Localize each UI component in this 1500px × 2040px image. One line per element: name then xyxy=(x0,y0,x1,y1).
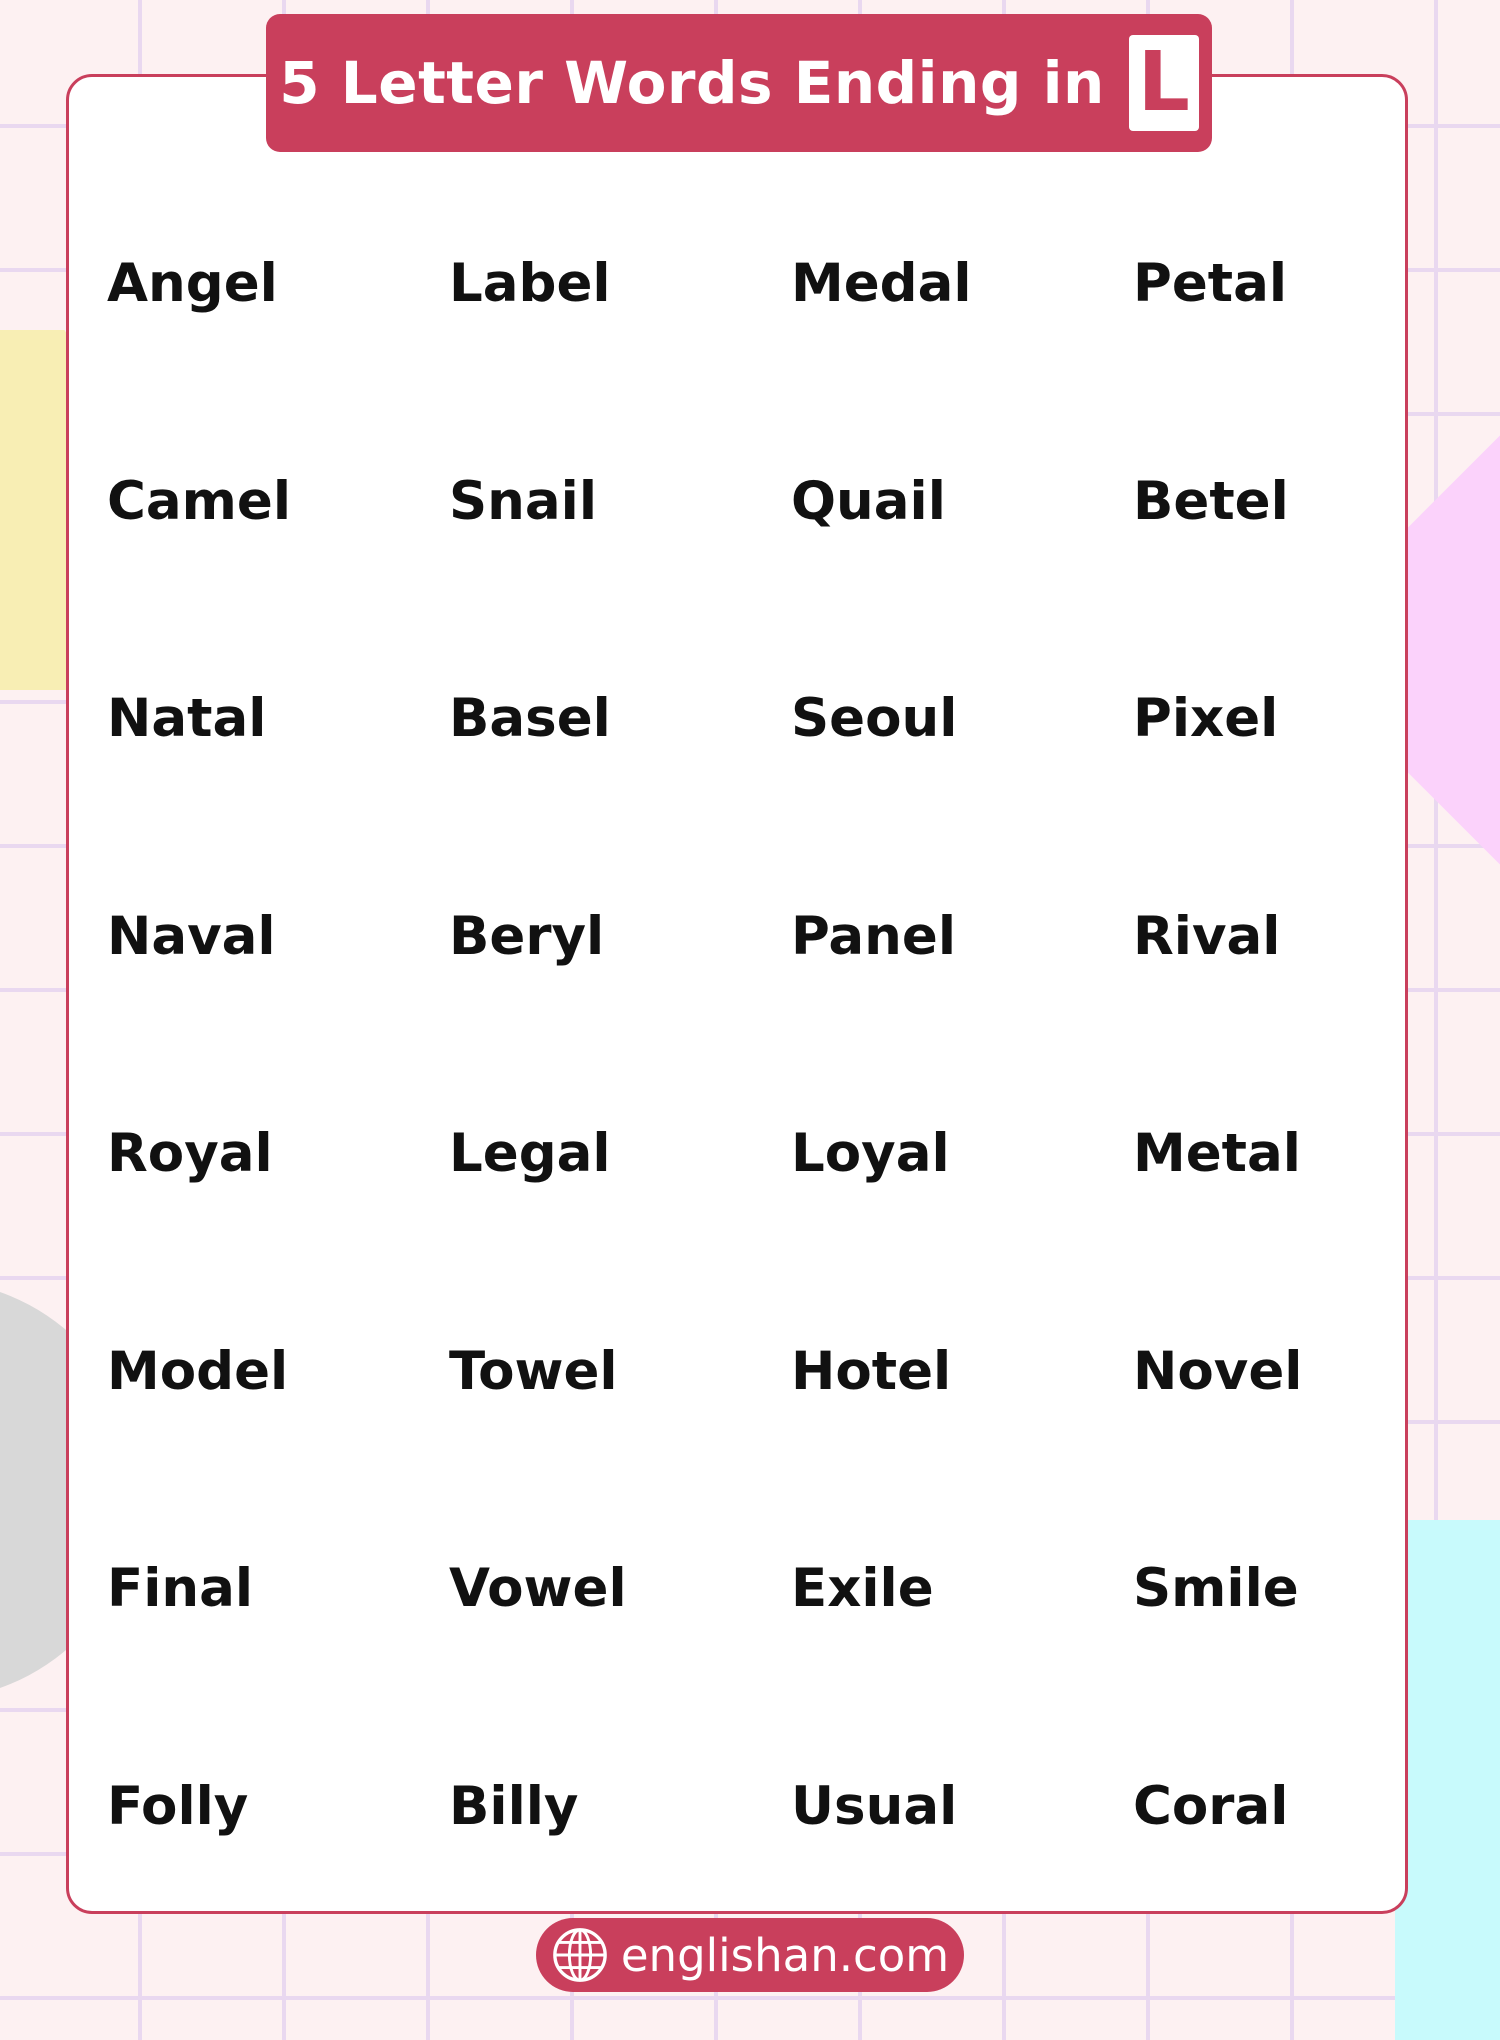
word-item: Model xyxy=(107,1340,289,1402)
word-item: Angel xyxy=(107,253,278,314)
title-letter-badge: L xyxy=(1129,35,1199,131)
word-item: Label xyxy=(449,253,611,314)
word-item: Medal xyxy=(791,253,972,314)
page-title: 5 Letter Words Ending in xyxy=(279,49,1105,117)
word-item: Seoul xyxy=(791,688,958,749)
word-item: Folly xyxy=(107,1775,249,1837)
word-item: Betel xyxy=(1133,470,1289,532)
word-item: Naval xyxy=(107,905,276,967)
word-item: Royal xyxy=(107,1123,273,1184)
title-banner xyxy=(266,14,1212,152)
word-item: Quail xyxy=(791,470,946,532)
word-item: Basel xyxy=(449,688,611,749)
word-item: Panel xyxy=(791,905,957,967)
word-item: Usual xyxy=(791,1775,958,1837)
word-item: Exile xyxy=(791,1558,934,1619)
globe-icon xyxy=(551,1926,609,1984)
word-item: Vowel xyxy=(449,1558,627,1619)
word-item: Snail xyxy=(449,470,598,532)
decorative-cyan-block xyxy=(1395,1520,1500,2040)
word-item: Billy xyxy=(449,1775,579,1837)
word-item: Loyal xyxy=(791,1123,950,1184)
word-item: Coral xyxy=(1133,1775,1289,1837)
word-list-card xyxy=(66,74,1408,1914)
word-item: Novel xyxy=(1133,1340,1303,1402)
word-item: Natal xyxy=(107,688,267,749)
word-item: Legal xyxy=(449,1123,611,1184)
word-item: Pixel xyxy=(1133,688,1279,749)
word-item: Final xyxy=(107,1558,254,1619)
word-item: Camel xyxy=(107,470,291,532)
word-item: Smile xyxy=(1133,1558,1299,1619)
word-item: Petal xyxy=(1133,253,1288,314)
word-item: Hotel xyxy=(791,1340,952,1402)
word-item: Rival xyxy=(1133,905,1281,967)
website-badge[interactable] xyxy=(536,1918,964,1992)
word-item: Towel xyxy=(449,1340,618,1402)
website-url: englishan.com xyxy=(620,1928,950,1982)
word-grid xyxy=(107,227,1407,1967)
word-item: Metal xyxy=(1133,1123,1301,1184)
word-item: Beryl xyxy=(449,905,605,967)
